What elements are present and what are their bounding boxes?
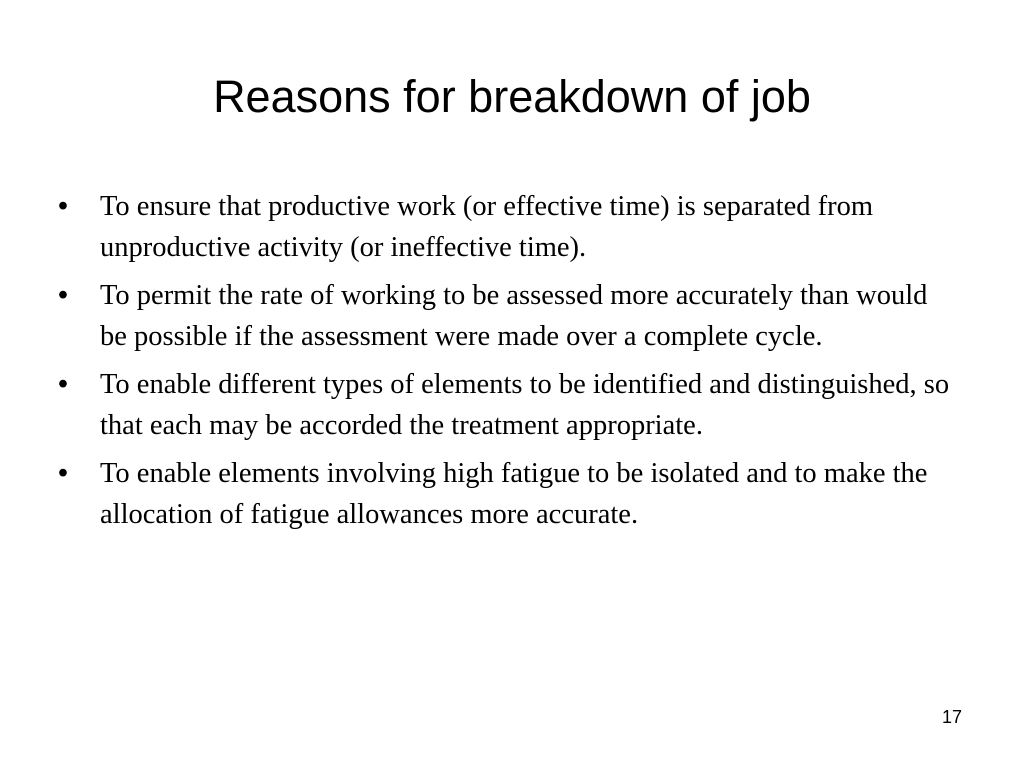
bullet-item	[58, 275, 958, 357]
bullet-list	[58, 186, 958, 542]
bullet-text: To ensure that productive work (or effective time) is separated from unproductive activity (or ineffective time).	[100, 191, 874, 263]
bullet-icon: •	[58, 457, 68, 489]
bullet-text: To enable different types of elements to be identified and distinguished, so that each may be accorded the treatment appropriate.	[100, 369, 950, 441]
bullet-item	[58, 453, 958, 535]
bullet-icon: •	[58, 368, 68, 400]
bullet-text: To enable elements involving high fatigue to be isolated and to make the allocation of fatigue allowances more accurate.	[100, 458, 928, 530]
bullet-icon: •	[58, 190, 68, 222]
bullet-item	[58, 364, 958, 446]
bullet-text: To permit the rate of working to be assessed more accurately than would be possible if the assessment were made over a complete cycle.	[100, 280, 928, 352]
slide-number: 17	[941, 707, 962, 727]
bullet-icon: •	[58, 279, 68, 311]
bullet-item	[58, 186, 958, 268]
slide-title: Reasons for breakdown of job	[213, 71, 811, 122]
